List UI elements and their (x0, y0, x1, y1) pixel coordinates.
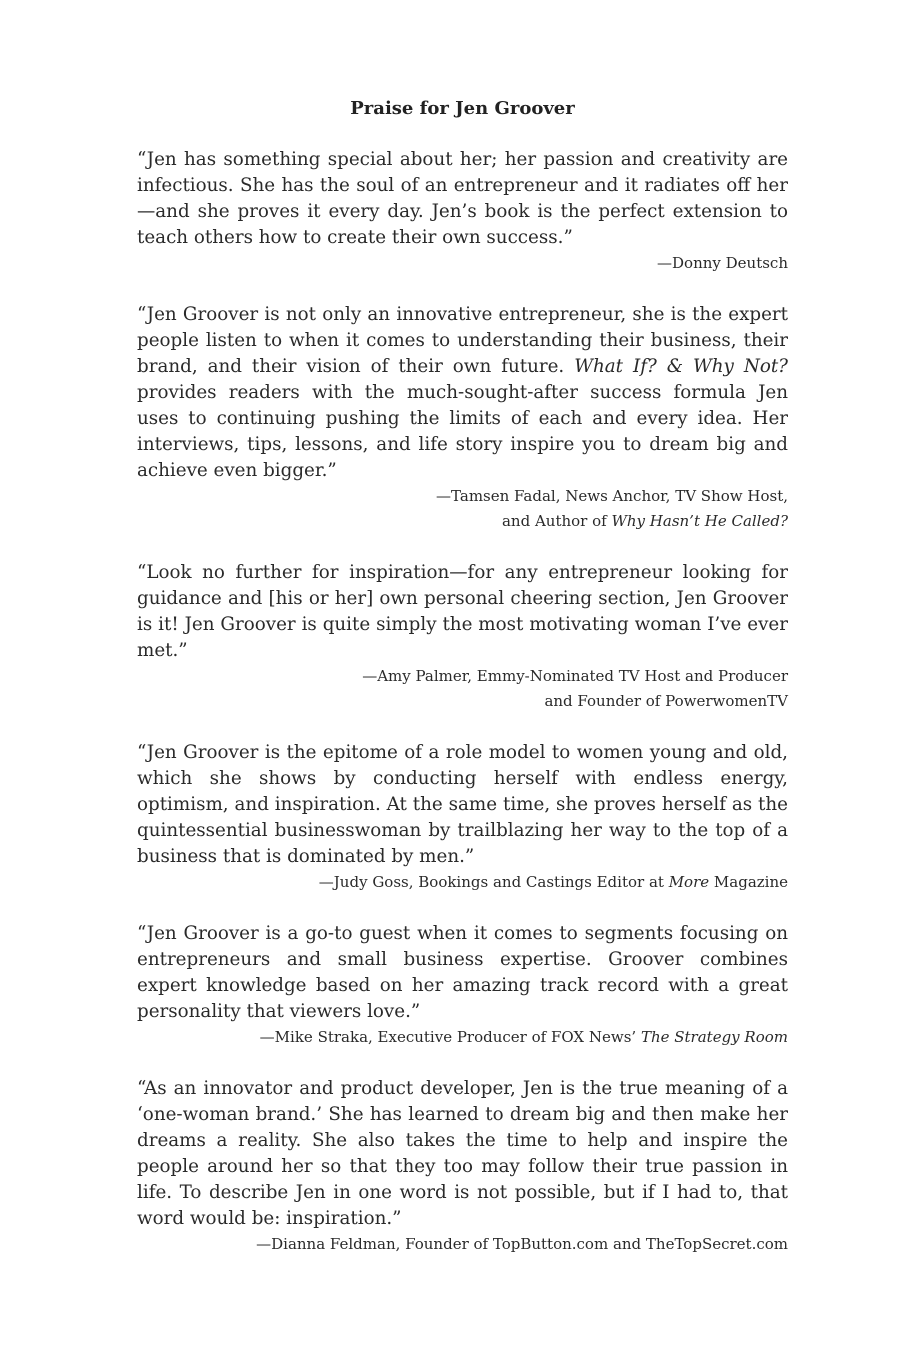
blurb-tamsen-fadal (137, 302, 788, 534)
blurb-quote: “As an innovator and product developer, Jen is the true meaning of a ‘one-woman brand.’ She has learned to dream big and then make her dreams a reality. She also takes the time to help and inspire the people around her so that they too may follow their true passion in life. To describe Jen in one word is not possible, but if I had to, that word would be: inspiration.” (137, 1078, 788, 1229)
magazine-title: More (668, 873, 710, 891)
blurb-mike-straka (137, 921, 788, 1050)
blurb-quote: “Jen Groover is a go-to guest when it comes to segments focusing on entrepreneurs and small business expertise. Groover combines expert knowledge based on her amazing track record with a great personality that viewers love.” (137, 923, 788, 1022)
attribution-line: —Tamsen Fadal, News Anchor, TV Show Host, (436, 487, 788, 505)
attribution-line (137, 509, 788, 534)
blurb-attribution (137, 484, 788, 534)
attribution-line: —Dianna Feldman, Founder of TopButton.com and TheTopSecret.com (256, 1235, 788, 1253)
blurb-donny-deutsch (137, 147, 788, 276)
blurb-attribution (137, 870, 788, 895)
attribution-text: Magazine (709, 873, 788, 891)
attribution-line: —Amy Palmer, Emmy-Nominated TV Host and Producer (362, 667, 788, 685)
page-title: Praise for Jen Groover (350, 98, 575, 119)
blurb-attribution (137, 1025, 788, 1050)
blurb-attribution (137, 664, 788, 714)
attribution-text: —Mike Straka, Executive Producer of FOX News’ (259, 1028, 641, 1046)
blurb-attribution (137, 1232, 788, 1257)
book-title: Why Hasn’t He Called? (611, 512, 788, 530)
blurb-quote: “Jen Groover is the epitome of a role model to women young and old, which she shows by conducting herself with endless energy, optimism, and inspiration. At the same time, she proves herself as the quintessential businesswoman by trailblazing her way to the top of a business that is dominated by men.” (137, 742, 788, 867)
quote-text: provides readers with the much-sought-after success formula Jen uses to continuing pushing the limits of each and every idea. Her interviews, tips, lessons, and life story inspire you to dream big and achieve even bigger.” (137, 382, 788, 481)
book-title: What If? & Why Not? (574, 356, 788, 377)
quote-text: “Jen Groover is not only an innovative entrepreneur, she is the expert people listen to when it comes to understanding their business, their brand, and their vision of their own future. (137, 304, 788, 377)
blurb-attribution (137, 251, 788, 276)
attribution-line (137, 870, 788, 895)
blurb-judy-goss (137, 740, 788, 895)
show-title: The Strategy Room (640, 1028, 788, 1046)
attribution-line (137, 1025, 788, 1050)
blurb-quote (137, 302, 788, 484)
attribution-text: —Judy Goss, Bookings and Castings Editor at (318, 873, 669, 891)
attribution-line: —Donny Deutsch (657, 254, 788, 272)
blurb-quote: “Look no further for inspiration—for any entrepreneur looking for guidance and [his or her] own personal cheering section, Jen Groover is it! Jen Groover is quite simply the most motivating woman I’ve ever met.” (137, 562, 788, 661)
blurb-dianna-feldman (137, 1076, 788, 1257)
praise-page (137, 96, 788, 1283)
attribution-text: and Author of (501, 512, 612, 530)
attribution-line: and Founder of PowerwomenTV (544, 692, 788, 710)
blurb-quote: “Jen has something special about her; her passion and creativity are infectious. She has the soul of an entrepreneur and it radiates off her—and she proves it every day. Jen’s book is the perfect extension to teach others how to create their own success.” (137, 149, 788, 248)
blurb-amy-palmer (137, 560, 788, 714)
